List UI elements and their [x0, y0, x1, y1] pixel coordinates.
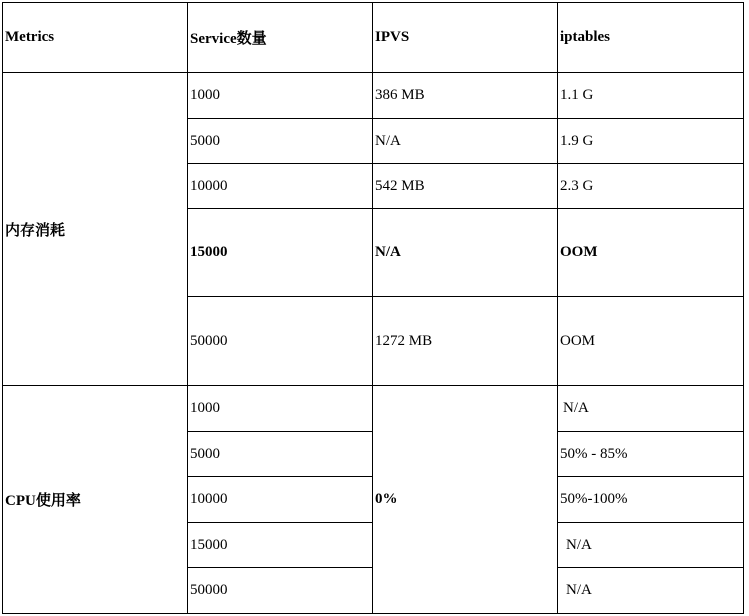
header-iptables: iptables	[558, 3, 744, 73]
metric-cpu-label: CPU使用率	[3, 386, 188, 614]
cell-iptables: N/A	[558, 523, 744, 568]
header-row	[3, 3, 744, 73]
header-metrics: Metrics	[3, 3, 188, 73]
cell-count: 5000	[188, 432, 373, 477]
cell-ipvs-cpu: 0%	[373, 386, 558, 614]
cell-count: 1000	[188, 73, 373, 119]
cell-count: 15000	[188, 523, 373, 568]
cell-iptables: OOM	[558, 297, 744, 386]
cell-count: 50000	[188, 297, 373, 386]
cell-count: 10000	[188, 477, 373, 523]
table-row	[3, 73, 744, 119]
cell-ipvs: 386 MB	[373, 73, 558, 119]
cell-iptables: 2.3 G	[558, 164, 744, 209]
header-ipvs: IPVS	[373, 3, 558, 73]
table-row	[3, 386, 744, 432]
cell-count: 50000	[188, 568, 373, 614]
cell-count: 5000	[188, 119, 373, 164]
cell-iptables: N/A	[558, 568, 744, 614]
comparison-table	[2, 2, 744, 614]
cell-ipvs: 542 MB	[373, 164, 558, 209]
cell-count: 1000	[188, 386, 373, 432]
cell-iptables: N/A	[558, 386, 744, 432]
cell-ipvs: 1272 MB	[373, 297, 558, 386]
cell-ipvs: N/A	[373, 119, 558, 164]
metric-memory-label: 内存消耗	[3, 73, 188, 386]
cell-ipvs: N/A	[373, 209, 558, 297]
cell-iptables: OOM	[558, 209, 744, 297]
cell-count: 15000	[188, 209, 373, 297]
cell-iptables: 50% - 85%	[558, 432, 744, 477]
cell-iptables: 1.1 G	[558, 73, 744, 119]
header-service-count: Service数量	[188, 3, 373, 73]
cell-iptables: 1.9 G	[558, 119, 744, 164]
cell-count: 10000	[188, 164, 373, 209]
cell-iptables: 50%-100%	[558, 477, 744, 523]
